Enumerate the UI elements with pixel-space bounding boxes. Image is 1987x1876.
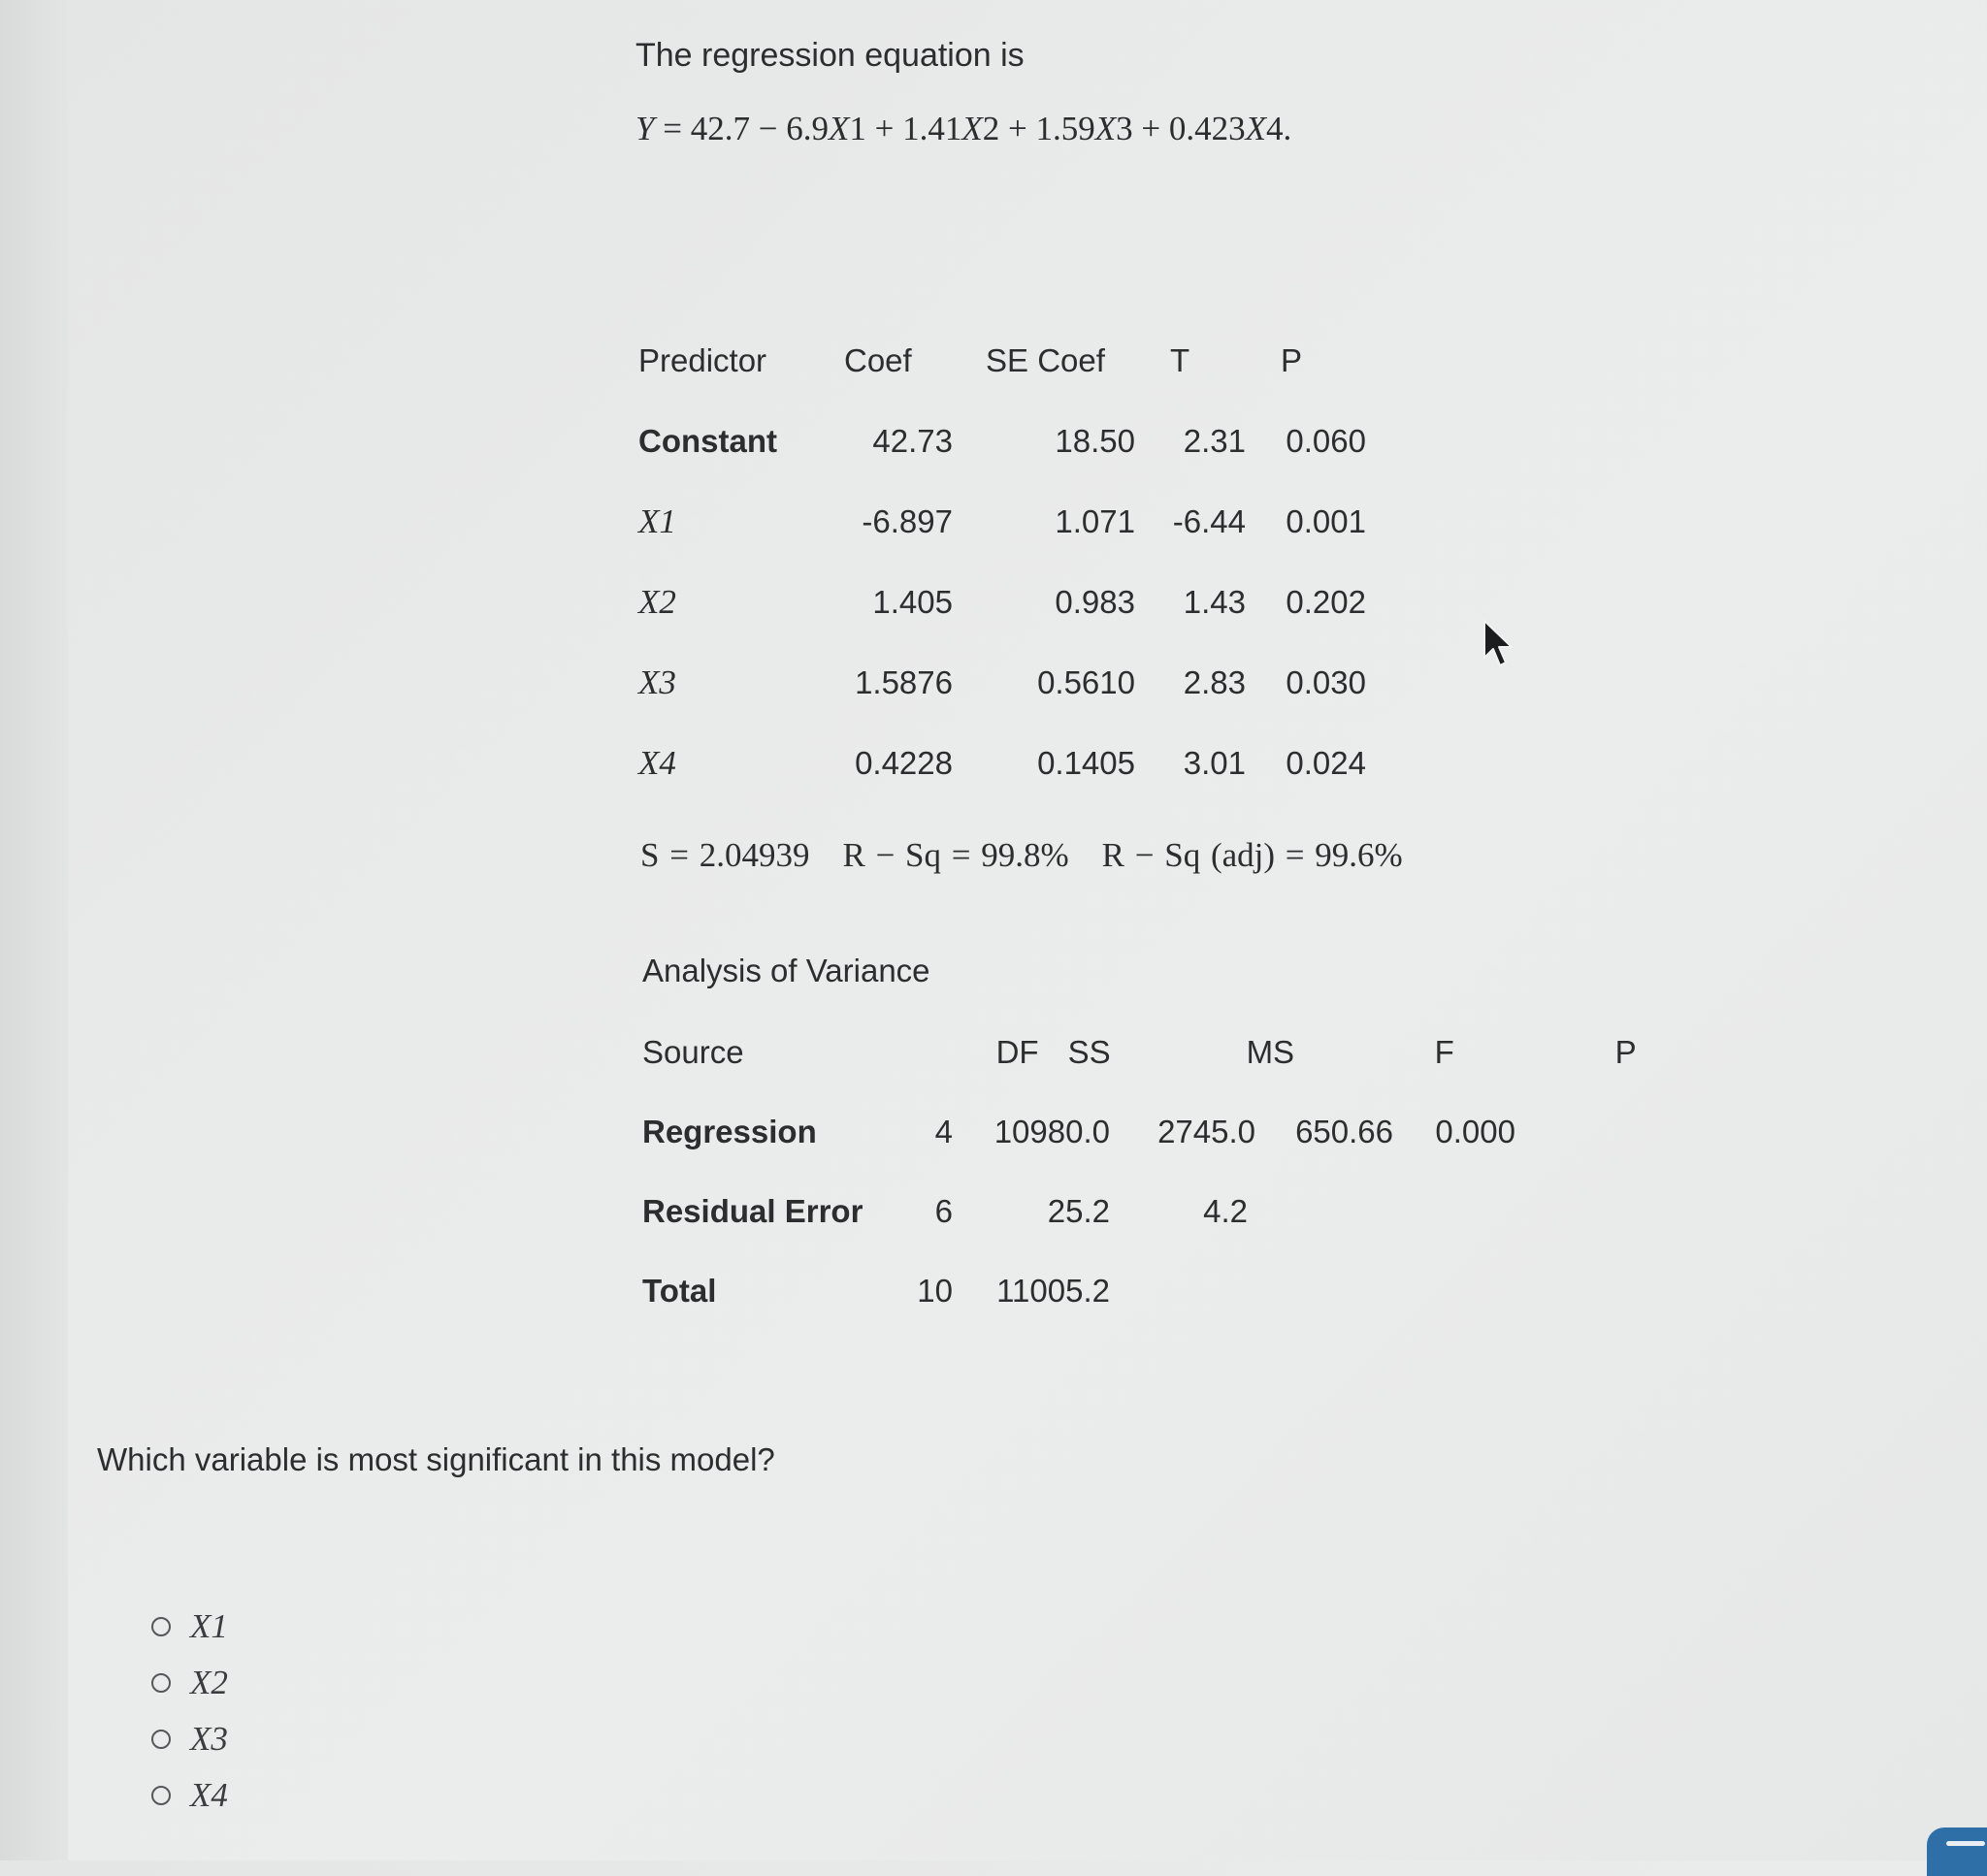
anova-row-residual-error	[642, 1172, 1515, 1251]
equation-lhs: Y	[635, 110, 655, 147]
header-f: F	[1434, 1034, 1454, 1070]
equation-part: + 0.423	[1132, 110, 1246, 147]
coef-value: 1.405	[872, 583, 953, 620]
df-value: 10	[917, 1273, 953, 1309]
t-value: 3.01	[1183, 744, 1246, 781]
ms-value: 4.2	[1203, 1193, 1248, 1229]
coefficient-row-x1	[638, 481, 1366, 562]
header-p: P	[1281, 341, 1303, 378]
coefficient-row-x4	[638, 723, 1366, 803]
p-value: 0.202	[1286, 583, 1366, 620]
equation-var: X	[961, 110, 983, 147]
mouse-pointer-icon	[1482, 619, 1517, 669]
option-x2[interactable]	[151, 1655, 228, 1711]
equation-end: .	[1283, 110, 1292, 147]
equation-part: + 1.41	[865, 110, 962, 147]
summary-r-sq: R − Sq = 99.8%	[842, 836, 1069, 874]
df-value: 4	[934, 1114, 953, 1149]
option-x3[interactable]	[151, 1711, 228, 1767]
coef-value: -6.897	[862, 502, 953, 539]
coefficient-header-row	[638, 320, 1366, 401]
equation-part: = 42.7 − 6.9	[654, 110, 829, 147]
ss-value: 11005.2	[996, 1273, 1110, 1309]
coefficient-row-x2	[638, 562, 1366, 642]
anova-body-table	[642, 1092, 1515, 1331]
row-label: Constant	[638, 422, 777, 459]
option-x1[interactable]	[151, 1599, 228, 1655]
header-p: P	[1614, 1034, 1637, 1070]
row-label: X4	[638, 743, 676, 782]
model-summary	[640, 836, 1403, 875]
anova-table	[642, 1013, 1738, 1092]
regression-equation	[635, 110, 1291, 148]
summary-r-sq-adj: R − Sq (adj) = 99.6%	[1101, 836, 1403, 874]
radio-unchecked-icon[interactable]	[151, 1617, 171, 1636]
question-text: Which variable is most significant in this model?	[97, 1441, 775, 1477]
coef-value: 0.4228	[855, 744, 953, 781]
radio-unchecked-icon[interactable]	[151, 1673, 171, 1693]
option-label[interactable]: X3	[190, 1720, 228, 1758]
help-widget-button[interactable]	[1927, 1827, 1987, 1876]
se-coef-value: 18.50	[1055, 422, 1135, 459]
anova-title: Analysis of Variance	[642, 953, 930, 988]
coefficient-row-constant	[638, 401, 1366, 481]
anova-header-row	[642, 1013, 1738, 1092]
header-source: Source	[642, 1034, 744, 1070]
df-value: 6	[934, 1193, 953, 1229]
f-value	[1255, 1172, 1393, 1251]
answer-options	[151, 1599, 228, 1824]
t-value: 1.43	[1183, 583, 1246, 620]
header-se-coef: SE Coef	[986, 341, 1105, 378]
equation-part: + 1.59	[999, 110, 1095, 147]
coef-value: 42.73	[872, 422, 953, 459]
equation-var: X	[828, 110, 850, 147]
summary-s: S = 2.04939	[640, 836, 810, 874]
header-predictor: Predictor	[638, 341, 767, 378]
coef-value: 1.5876	[855, 663, 953, 700]
source-label: Residual Error	[642, 1193, 863, 1229]
ms-value	[1110, 1251, 1255, 1331]
page-edge-shadow	[0, 0, 68, 1860]
source-label: Total	[642, 1273, 717, 1309]
option-label[interactable]: X2	[190, 1664, 228, 1701]
p-value: 0.000	[1435, 1114, 1515, 1149]
header-coef: Coef	[844, 341, 912, 378]
ms-value: 2745.0	[1157, 1114, 1255, 1149]
p-value: 0.001	[1286, 502, 1366, 539]
row-label: X2	[638, 582, 676, 621]
source-label: Regression	[642, 1114, 817, 1149]
se-coef-value: 1.071	[1055, 502, 1135, 539]
header-df: DF	[995, 1034, 1039, 1070]
coefficient-table	[638, 320, 1366, 803]
anova-row-total	[642, 1251, 1515, 1331]
option-label[interactable]: X4	[190, 1776, 228, 1814]
ss-value: 25.2	[1047, 1193, 1110, 1229]
header-ss: SS	[1067, 1034, 1111, 1070]
se-coef-value: 0.1405	[1037, 744, 1135, 781]
anova-row-regression	[642, 1092, 1515, 1172]
f-value: 650.66	[1295, 1114, 1393, 1149]
option-x4[interactable]	[151, 1767, 228, 1824]
se-coef-value: 0.983	[1055, 583, 1135, 620]
p-value: 0.024	[1286, 744, 1366, 781]
equation-var: X	[1245, 110, 1267, 147]
coefficient-row-x3	[638, 642, 1366, 723]
p-value: 0.060	[1286, 422, 1366, 459]
f-value	[1255, 1251, 1393, 1331]
option-label[interactable]: X1	[190, 1607, 228, 1645]
p-value	[1393, 1172, 1515, 1251]
equation-var-index: 1	[849, 110, 866, 147]
header-t: T	[1170, 341, 1190, 378]
regression-intro-text: The regression equation is	[635, 37, 1025, 74]
equation-var-index: 4	[1266, 110, 1284, 147]
equation-var-index: 2	[982, 110, 1000, 147]
equation-var: X	[1094, 110, 1117, 147]
p-value	[1393, 1251, 1515, 1331]
t-value: -6.44	[1172, 502, 1246, 539]
radio-unchecked-icon[interactable]	[151, 1786, 171, 1805]
t-value: 2.31	[1183, 422, 1246, 459]
row-label: X3	[638, 663, 676, 701]
ss-value: 10980.0	[994, 1114, 1110, 1149]
equation-var-index: 3	[1116, 110, 1133, 147]
se-coef-value: 0.5610	[1037, 663, 1135, 700]
p-value: 0.030	[1286, 663, 1366, 700]
t-value: 2.83	[1183, 663, 1246, 700]
header-ms: MS	[1246, 1034, 1295, 1070]
row-label: X1	[638, 501, 676, 540]
radio-unchecked-icon[interactable]	[151, 1730, 171, 1749]
